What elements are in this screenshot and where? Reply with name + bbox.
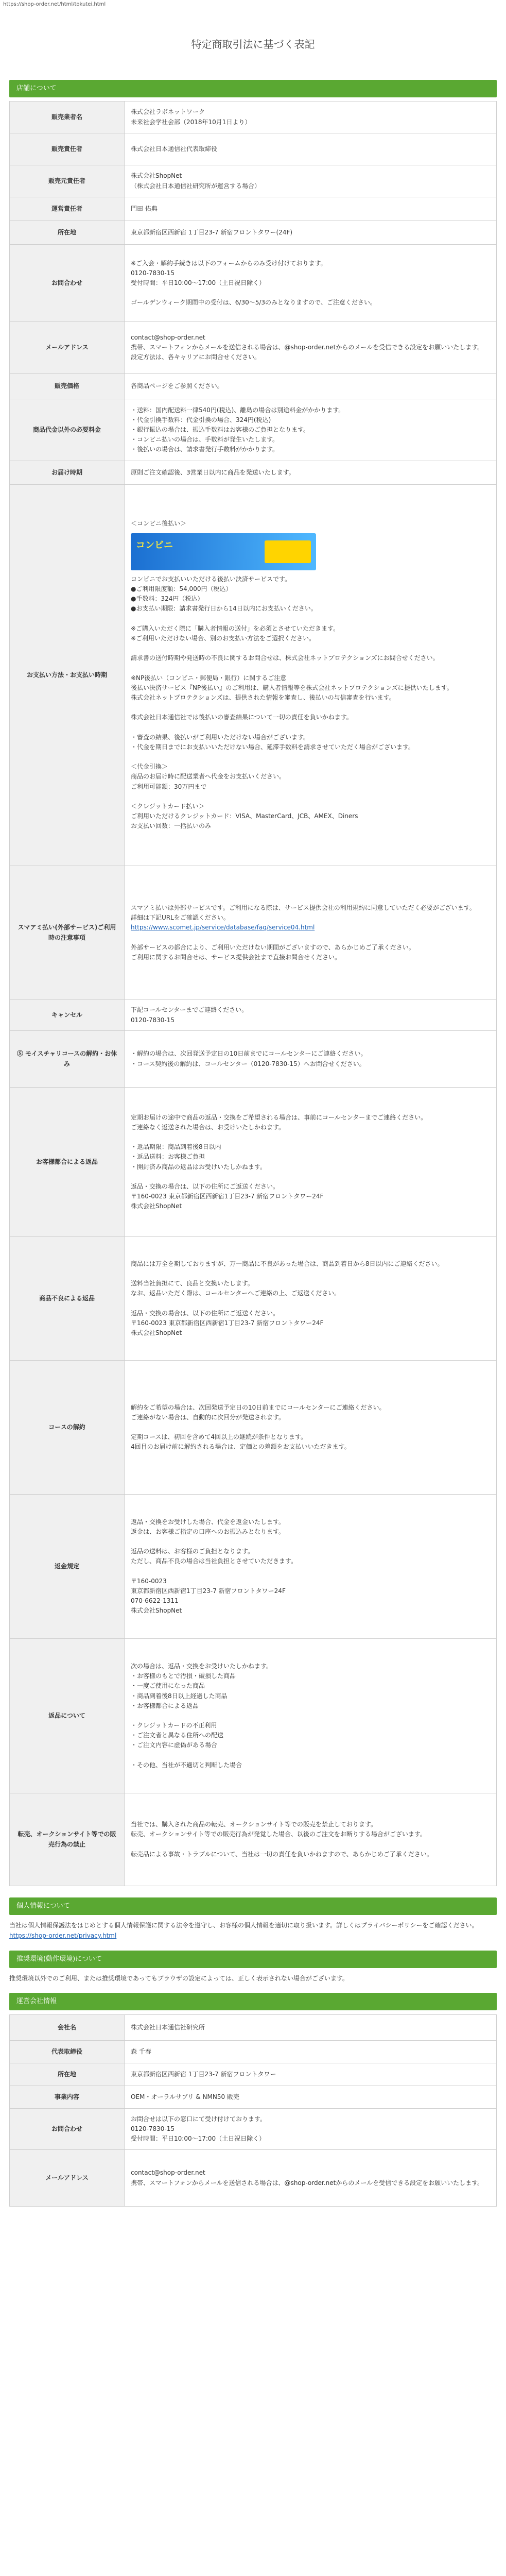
row-value-line: ・開封済み商品の返品はお受けいたしかねます。 bbox=[131, 1163, 267, 1171]
row-value bbox=[125, 461, 497, 485]
table-row bbox=[10, 1000, 497, 1031]
row-value-line: 商品のお届け時に配送業者へ代金をお支払いください。 bbox=[131, 773, 286, 781]
page-title: 特定商取引法に基づく表記 bbox=[191, 38, 315, 50]
table-row bbox=[10, 1639, 497, 1793]
row-value-line bbox=[131, 933, 490, 943]
row-value-line: ・審査の結果、後払いがご利用いただけない場合がございます。 bbox=[131, 733, 310, 741]
row-value-line: ※ご購入いただく際に「購入者情報の送付」を必須とさせていただきます。 bbox=[131, 624, 340, 632]
table-row bbox=[10, 2015, 497, 2041]
row-value-line: ・その他、当社が不適切と判断した場合 bbox=[131, 1761, 242, 1769]
table-row bbox=[10, 1031, 497, 1088]
row-value bbox=[125, 133, 497, 165]
row-value-line: 請求書の送付時期や発送時の不良に関するお問合せは、株式会社ネットプロテクションズにお問合せください。 bbox=[131, 654, 439, 662]
row-label: キャンセル bbox=[10, 1000, 125, 1031]
row-label: お問合わせ bbox=[10, 2109, 125, 2150]
row-value-line bbox=[131, 1711, 490, 1721]
row-value-line bbox=[131, 1299, 490, 1309]
row-value-line: 未来社会学社会部（2018年10月1日より） bbox=[131, 118, 251, 126]
row-value-line: コンビニでお支払いいただける後払い決済サービスです。 bbox=[131, 575, 291, 583]
row-value bbox=[125, 1361, 497, 1495]
row-value-line: 株式会社ShopNet bbox=[131, 1202, 182, 1210]
row-value-line: ・銀行振込の場合は、振込手数料はお客様のご負担となります。 bbox=[131, 426, 310, 433]
row-value-line: 次の場合は、返品・交換をお受けいたしかねます。 bbox=[131, 1662, 273, 1670]
row-value bbox=[125, 101, 497, 133]
row-value-line: ただし、商品不良の場合は当社負担とさせていただきます。 bbox=[131, 1557, 298, 1565]
row-label: 事業内容 bbox=[10, 2086, 125, 2109]
row-value-line: ゴールデンウィーク期間中の受付は、6/30～5/3のみとなりますので、ご注意ください。 bbox=[131, 299, 376, 307]
table-row bbox=[10, 2150, 497, 2207]
row-label: 代表取締役 bbox=[10, 2041, 125, 2063]
row-value bbox=[125, 2015, 497, 2041]
row-value-line: 東京都新宿区西新宿1丁目23-7 新宿フロントタワー24F bbox=[131, 1587, 286, 1595]
row-value-line bbox=[131, 288, 490, 298]
payment-banner bbox=[131, 533, 316, 570]
row-value-line: ・代金を期日までにお支払いいただけない場合、延滞手数料を請求させていただく場合がございます。 bbox=[131, 743, 415, 751]
row-value bbox=[125, 2086, 497, 2109]
row-value-line: ※ご利用いただけない場合、別のお支払い方法をご選択ください。 bbox=[131, 634, 316, 642]
row-value-line: ご連絡がない場合は、自動的に次回分が発送されます。 bbox=[131, 1413, 285, 1421]
row-value-line: 定期お届けの途中で商品の返品・交換をご希望される場合は、事前にコールセンターまでご連絡ください。 bbox=[131, 1113, 427, 1121]
row-value-line: 受付時間：平日10:00～17:00（土日祝日除く） bbox=[131, 2135, 266, 2143]
row-value bbox=[125, 2109, 497, 2150]
row-value-line: 下記コールセンターまでご連絡ください。 bbox=[131, 1006, 248, 1014]
company-info-table bbox=[9, 2014, 497, 2207]
row-value-line: 株式会社日本通信社研究所 bbox=[131, 2023, 205, 2031]
row-label: スマアミ払い(外部サービス)ご利用時の注意事項 bbox=[10, 866, 125, 1000]
banner-headline: コンビニ bbox=[136, 539, 173, 551]
table-row bbox=[10, 133, 497, 165]
row-value-line: ・送料：国内配送料一律540円(税込)、離島の場合は別途料金がかかります。 bbox=[131, 406, 345, 414]
row-value-line: ＜コンビニ後払い＞ bbox=[131, 520, 187, 528]
row-value-line[interactable]: https://www.scomet.jp/service/database/faq/service04.html bbox=[131, 924, 315, 931]
row-label: 販売元責任者 bbox=[10, 165, 125, 197]
row-value-line bbox=[131, 722, 490, 732]
row-value-line: 定期コースは、初回を含めて4回以上の継続が条件となります。 bbox=[131, 1433, 307, 1441]
row-value-line: お問合せは以下の窓口にて受け付けております。 bbox=[131, 2115, 267, 2123]
row-label: Ⓢ モイスチャリコースの解約・お休み bbox=[10, 1031, 125, 1088]
row-value-line: 株式会社ネットプロテクションズは、提供された情報を審査し、後払いの与信審査を行います。 bbox=[131, 693, 395, 701]
row-value-line: contact@shop-order.net bbox=[131, 333, 205, 341]
row-value bbox=[125, 221, 497, 245]
row-label: 所在地 bbox=[10, 221, 125, 245]
row-value bbox=[125, 1000, 497, 1031]
table-row bbox=[10, 197, 497, 221]
row-value-line: お支払い回数：一括払いのみ bbox=[131, 822, 212, 830]
row-label: 販売責任者 bbox=[10, 133, 125, 165]
row-value-line: contact@shop-order.net bbox=[131, 2169, 205, 2177]
row-value-line: ご利用可能額：30万円まで bbox=[131, 783, 207, 790]
row-value-line bbox=[131, 703, 490, 713]
row-value-line: 各商品ページをご参照ください。 bbox=[131, 382, 223, 389]
row-value-line: ・ご注文内容に虚偽がある場合 bbox=[131, 1741, 218, 1749]
row-value-line: 株式会社ShopNet bbox=[131, 1607, 182, 1615]
row-value-line: 外部サービスの都合により、ご利用いただけない期間がございますので、あらかじめご了承ください。 bbox=[131, 943, 415, 951]
row-label: メールアドレス bbox=[10, 2150, 125, 2207]
row-value-line: ご利用に関するお問合せは、サービス提供会社まで直接お問合せください。 bbox=[131, 953, 341, 961]
row-label: メールアドレス bbox=[10, 322, 125, 374]
section-browser: 推奨環境(動作環境)について bbox=[9, 1951, 497, 1968]
row-value-line: 商品には万全を期しておりますが、万一商品に不良があった場合は、商品到着日から8日以内にご連絡ください。 bbox=[131, 1260, 444, 1267]
page-url: https://shop-order.net/html/tokutei.html bbox=[3, 2, 106, 7]
row-label: 商品代金以外の必要料金 bbox=[10, 399, 125, 461]
row-value bbox=[125, 485, 497, 866]
row-value-line: 株式会社ShopNet bbox=[131, 1329, 182, 1337]
row-value-line: 返品・交換の場合は、以下の住所にご返送ください。 bbox=[131, 1182, 280, 1190]
row-value-line: 当社では、購入された商品の転売、オークションサイト等での販売を禁止しております。 bbox=[131, 1821, 377, 1828]
row-label: お届け時期 bbox=[10, 461, 125, 485]
row-value bbox=[125, 2041, 497, 2063]
row-value-line: 株式会社ラボネットワーク bbox=[131, 108, 205, 116]
row-label: 会社名 bbox=[10, 2015, 125, 2041]
row-value-line: ・後払いの場合は、請求書発行手数料がかかります。 bbox=[131, 446, 279, 453]
row-value-line: ●ご利用限度額：54,000円（税込） bbox=[131, 585, 232, 592]
row-value-line bbox=[131, 1132, 490, 1142]
row-value bbox=[125, 1639, 497, 1793]
row-value-line: 070-6622-1311 bbox=[131, 1597, 179, 1605]
row-value-line: 〒160-0023 東京都新宿区西新宿1丁目23-7 新宿フロントタワー24F bbox=[131, 1193, 324, 1200]
row-value bbox=[125, 245, 497, 322]
table-row bbox=[10, 399, 497, 461]
seller-info-table bbox=[9, 101, 497, 1886]
row-value-line: ・お客様のもとで汚損・破損した商品 bbox=[131, 1672, 236, 1680]
row-value-line bbox=[131, 792, 490, 802]
row-value-line: ご利用いただけるクレジットカード：VISA、MasterCard、JCB、AMEX、Diners bbox=[131, 812, 358, 820]
table-row bbox=[10, 165, 497, 197]
table-row bbox=[10, 1495, 497, 1639]
row-value-line: 返品・交換をお受けした場合、代金を返金いたします。 bbox=[131, 1518, 285, 1526]
row-value-line: 転売品による事故・トラブルについて、当社は一切の責任を負いかねますので、あらかじめご了承ください。 bbox=[131, 1850, 433, 1858]
row-value bbox=[125, 1793, 497, 1886]
row-value-line: ご連絡なく返送された場合は、お受けいたしかねます。 bbox=[131, 1123, 285, 1131]
section-seller: 店舗について bbox=[9, 80, 497, 97]
row-value bbox=[125, 1237, 497, 1361]
row-value bbox=[125, 1088, 497, 1237]
row-value-line: スマアミ払いは外部サービスです。ご利用になる際は、サービス提供会社の利用規約に同意していただく必要がございます。 bbox=[131, 904, 476, 911]
row-value-line bbox=[131, 663, 490, 673]
row-value-line: 受付時間：平日10:00～17:00（土日祝日除く） bbox=[131, 279, 266, 286]
row-value-line: ●手数料：324円（税込） bbox=[131, 595, 204, 603]
row-value-line: ・解約の場合は、次回発送予定日の10日前までにコールセンターにご連絡ください。 bbox=[131, 1050, 367, 1058]
row-value-line: 4回目のお届け前に解約される場合は、定価との差額をお支払いいただきます。 bbox=[131, 1443, 351, 1451]
browser-note: 推奨環境以外でのご利用、または推奨環境であってもブラウザの設定によっては、正しく表示されない場合がございます。 bbox=[9, 1975, 348, 1982]
row-value-line bbox=[131, 1567, 490, 1577]
row-value-line bbox=[131, 1840, 490, 1850]
row-value-line: 0120-7830-15 bbox=[131, 1016, 175, 1024]
privacy-text: 当社は個人情報保護法をはじめとする個人情報保護に関する法令を遵守し、お客様の個人情報を適切に取り扱います。詳しくはプライバシーポリシーをご確認ください。 bbox=[9, 1922, 478, 1929]
row-value-line: 携帯、スマートフォンからメールを送信される場合は、@shop-order.netからのメールを受信できる設定をお願いいたします。 bbox=[131, 2179, 484, 2187]
row-value-line: 株式会社日本通信社代表取締役 bbox=[131, 145, 218, 152]
row-label: 転売、オークションサイト等での販売行為の禁止 bbox=[10, 1793, 125, 1886]
row-value-line bbox=[131, 1269, 490, 1279]
row-value-line bbox=[131, 643, 490, 653]
row-value bbox=[125, 197, 497, 221]
row-value-line: （株式会社日本通信社研究所が運営する場合） bbox=[131, 182, 261, 190]
row-value-line bbox=[131, 1537, 490, 1547]
section-privacy: 個人情報について bbox=[9, 1897, 497, 1915]
row-value-line bbox=[131, 1751, 490, 1760]
table-row bbox=[10, 461, 497, 485]
row-value-line: 携帯、スマートフォンからメールを送信される場合は、@shop-order.netからのメールを受信できる設定をお願いいたします。 bbox=[131, 343, 484, 351]
row-value-line: 森 千春 bbox=[131, 2047, 151, 2055]
table-row bbox=[10, 2109, 497, 2150]
table-row bbox=[10, 1361, 497, 1495]
table-row bbox=[10, 1088, 497, 1237]
row-value-line: 後払い決済サービス『NP後払い』のご利用は、購入者情報等を株式会社ネットプロテクションズに提供いたします。 bbox=[131, 684, 453, 691]
row-value-line bbox=[131, 614, 490, 623]
row-value-line: 解約をご希望の場合は、次回発送予定日の10日前までにコールセンターにご連絡ください。 bbox=[131, 1403, 386, 1411]
row-value-line: 返金は、お客様ご指定の口座へのお振込みとなります。 bbox=[131, 1528, 285, 1535]
row-value-line: 返品・交換の場合は、以下の住所にご返送ください。 bbox=[131, 1309, 280, 1317]
row-value-line: ●お支払い期限：請求書発行日から14日以内にお支払いください。 bbox=[131, 605, 317, 613]
row-value-line: ＜代金引換＞ bbox=[131, 763, 168, 771]
row-value bbox=[125, 399, 497, 461]
privacy-link[interactable]: https://shop-order.net/privacy.html bbox=[9, 1932, 117, 1940]
row-value-line: 〒160-0023 bbox=[131, 1577, 167, 1585]
row-value bbox=[125, 322, 497, 374]
row-value-line: 送料当社負担にて、良品と交換いたします。 bbox=[131, 1280, 254, 1287]
table-row bbox=[10, 221, 497, 245]
row-label: 返金規定 bbox=[10, 1495, 125, 1639]
row-value-line: 東京都新宿区西新宿 1丁目23-7 新宿フロントタワー bbox=[131, 2070, 276, 2078]
row-label: お支払い方法・お支払い時期 bbox=[10, 485, 125, 866]
table-row bbox=[10, 485, 497, 866]
row-value-line: 東京都新宿区西新宿 1丁目23-7 新宿フロントタワー(24F) bbox=[131, 228, 293, 236]
row-value-line: OEM・オーラルサプリ & NMN50 販売 bbox=[131, 2093, 239, 2100]
row-value-line bbox=[131, 752, 490, 762]
row-label: 商品不良による返品 bbox=[10, 1237, 125, 1361]
row-label: 販売価格 bbox=[10, 374, 125, 399]
row-label: 販売業者名 bbox=[10, 101, 125, 133]
row-value bbox=[125, 2150, 497, 2207]
row-value-line: 〒160-0023 東京都新宿区西新宿1丁目23-7 新宿フロントタワー24F bbox=[131, 1319, 324, 1327]
row-value bbox=[125, 1495, 497, 1639]
row-value-line: ※NP後払い（コンビニ・郵便局・銀行）に関するご注意 bbox=[131, 674, 287, 682]
row-value-line: 原則ご注文確認後、3営業日以内に商品を発送いたします。 bbox=[131, 468, 295, 476]
banner-badge bbox=[265, 540, 311, 563]
table-row bbox=[10, 2086, 497, 2109]
row-value-line: ・返品期限：商品到着後8日以内 bbox=[131, 1143, 221, 1151]
table-row bbox=[10, 1793, 497, 1886]
row-value-line: ・ご注文者と異なる住所への配送 bbox=[131, 1732, 224, 1739]
row-value-line: 株式会社日本通信社では後払いの審査結果について一切の責任を負いかねます。 bbox=[131, 714, 353, 721]
row-label: コースの解約 bbox=[10, 1361, 125, 1495]
row-value-line: 設定方法は、各キャリアにお問合せください。 bbox=[131, 353, 261, 361]
row-value-line: ・商品到着後8日以上経過した商品 bbox=[131, 1692, 228, 1700]
row-value-line: ・返品送料：お客様ご負担 bbox=[131, 1153, 205, 1161]
row-value-line: ・クレジットカードの不正利用 bbox=[131, 1722, 217, 1730]
privacy-note bbox=[9, 1920, 497, 1941]
row-value bbox=[125, 165, 497, 197]
row-label: 返品について bbox=[10, 1639, 125, 1793]
table-row bbox=[10, 2063, 497, 2086]
row-value-line: ・代金引換手数料：代金引換の場合、324円(税込) bbox=[131, 416, 271, 423]
row-value-line: 株式会社ShopNet bbox=[131, 172, 182, 180]
row-value-line: 返品の送料は、お客様のご負担となります。 bbox=[131, 1548, 254, 1555]
table-row bbox=[10, 374, 497, 399]
table-row bbox=[10, 245, 497, 322]
row-value-line: ※ご入会・解約手続きは以下のフォームからのみ受け付けております。 bbox=[131, 259, 327, 267]
row-value-line: 0120-7830-15 bbox=[131, 2125, 175, 2132]
row-value-line: 門田 佑典 bbox=[131, 205, 158, 212]
row-value-line: 転売、オークションサイト等での販売行為が発覚した場合、以後のご注文をお断りする場合がございます。 bbox=[131, 1831, 426, 1838]
row-label: 所在地 bbox=[10, 2063, 125, 2086]
row-value bbox=[125, 1031, 497, 1088]
row-value-line: 0120-7830-15 bbox=[131, 269, 175, 277]
row-value bbox=[125, 866, 497, 1000]
row-value-line: ・お客様都合による返品 bbox=[131, 1702, 199, 1709]
row-value bbox=[125, 2063, 497, 2086]
row-value-line: ・一度ご使用になった商品 bbox=[131, 1682, 205, 1690]
table-row bbox=[10, 322, 497, 374]
section-company: 運営会社情報 bbox=[9, 1993, 497, 2010]
row-value-line: ＜クレジットカード払い＞ bbox=[131, 802, 205, 810]
row-value-line: なお、返品いただく際は、コールセンターへご連絡の上、ご返送ください。 bbox=[131, 1290, 341, 1297]
row-label: お客様都合による返品 bbox=[10, 1088, 125, 1237]
row-label: お問合わせ bbox=[10, 245, 125, 322]
row-value-line: ・コンビニ払いの場合は、手数料が発生いたします。 bbox=[131, 436, 279, 444]
row-value-line: 詳細は下記URLをご確認ください。 bbox=[131, 914, 230, 922]
row-value-line: ・コース契約後の解約は、コールセンター（0120-7830-15）へお問合せください。 bbox=[131, 1060, 365, 1067]
table-row bbox=[10, 101, 497, 133]
table-row bbox=[10, 866, 497, 1000]
row-label: 運営責任者 bbox=[10, 197, 125, 221]
row-value bbox=[125, 374, 497, 399]
row-value-line bbox=[131, 1422, 490, 1432]
table-row bbox=[10, 2041, 497, 2063]
row-value-line bbox=[131, 1172, 490, 1182]
table-row bbox=[10, 1237, 497, 1361]
